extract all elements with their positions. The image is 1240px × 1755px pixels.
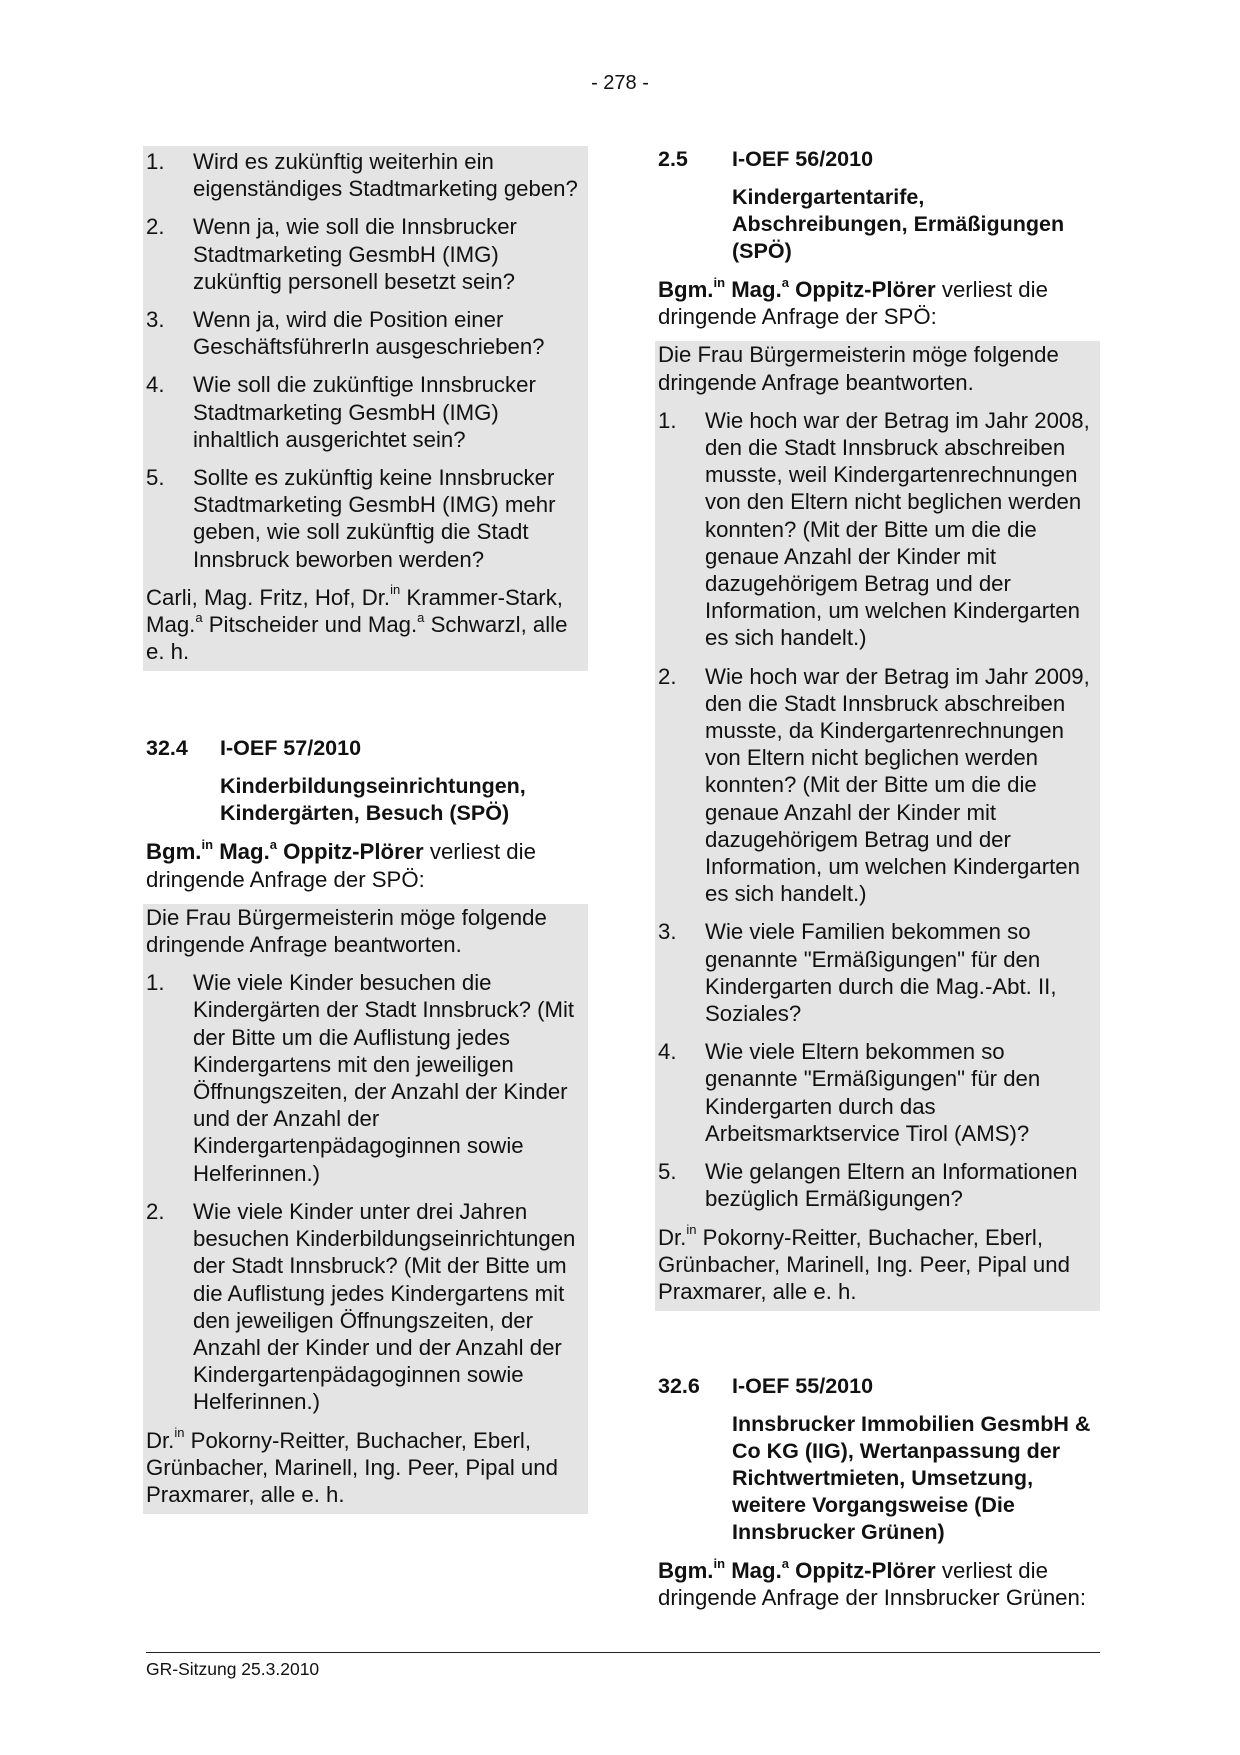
question-text: Wie viele Eltern bekommen so genannte "Ermäßigungen" für den Kindergarten durch das Arbeitsmarktservice Tirol (AMS)? — [705, 1039, 1041, 1146]
question-item — [658, 1038, 1096, 1147]
superscript: a — [269, 837, 277, 853]
question-list — [146, 969, 584, 1415]
page-number: - 278 - — [591, 72, 649, 94]
superscript: a — [195, 609, 203, 625]
signers-text: Dr. — [658, 1224, 687, 1250]
question-item — [146, 1198, 584, 1416]
section-title: Kindergartentarife, Abschreibungen, Ermäßigungen (SPÖ) — [732, 185, 1065, 263]
signers — [146, 584, 584, 670]
question-list — [658, 407, 1096, 1213]
question-text: Wie soll die zukünftige Innsbrucker Stadtmarketing GesmbH (IMG) inhaltlich ausgerichtet sein? — [193, 372, 536, 452]
question-text: Sollte es zukünftig keine Innsbrucker Stadtmarketing GesmbH (IMG) mehr geben, wie soll zukünftig die Stadt Innsbruck beworben werden? — [193, 465, 556, 572]
reader-title: Bgm. — [658, 1558, 714, 1584]
section-number: 32.6 — [658, 1374, 700, 1399]
signers-text: Krammer-Stark, Mag. — [146, 584, 563, 638]
reader-name: Oppitz-Plörer — [788, 277, 936, 302]
question-text: Wenn ja, wie soll die Innsbrucker Stadtmarketing GesmbH (IMG) zukünftig personell besetzt sein? — [193, 214, 517, 294]
section-number: 2.5 — [658, 147, 688, 171]
question-text: Wie hoch war der Betrag im Jahr 2008, den die Stadt Innsbruck abschreiben musste, weil Kindergartenrechnungen von den Eltern nicht beglichen werden konnten? (Mit der Bitte um die die genaue Anzahl der Kinder mit dazugehörigem Betrag und der Information, um welchen Kindergarten es sich handelt.) — [705, 407, 1090, 651]
signers-text: Pokorny-Reitter, Buchacher, Eberl, Grünbacher, Marinell, Ing. Peer, Pipal und Praxmarer, alle e. h. — [146, 1427, 558, 1507]
question-item — [658, 918, 1096, 1027]
question-text: Wie viele Kinder besuchen die Kindergärten der Stadt Innsbruck? (Mit der Bitte um die Auflistung jedes Kindergartens mit den jeweiligen Öffnungszeiten, der Anzahl der Kinder und der Anzahl der Kindergartenpädagoginnen sowie Helferinnen.) — [193, 970, 575, 1186]
question-item — [146, 371, 584, 453]
superscript: in — [174, 1425, 185, 1441]
section-code: I-OEF 57/2010 — [220, 736, 362, 761]
section-title: Kinderbildungseinrichtungen, Kindergärten, Besuch (SPÖ) — [220, 774, 526, 826]
question-item — [146, 148, 584, 202]
superscript: in — [686, 1222, 697, 1238]
signers-text: Dr. — [146, 1427, 175, 1453]
question-text: Wie viele Familien bekommen so genannte "Ermäßigungen" für den Kindergarten durch die Mag.-Abt. II, Soziales? — [705, 919, 1057, 1027]
section-heading — [658, 1373, 1100, 1546]
superscript: in — [201, 837, 214, 853]
reader-title: Bgm. — [146, 839, 202, 865]
reader-line — [658, 1557, 1100, 1611]
section-heading — [146, 735, 588, 827]
question-number: 2. — [146, 1198, 165, 1224]
question-item — [658, 1158, 1096, 1212]
right-column — [658, 146, 1100, 1612]
question-number: 4. — [146, 372, 165, 398]
signers-text: Pokorny-Reitter, Buchacher, Eberl, Grünbacher, Marinell, Ing. Peer, Pipal und Praxmarer, alle e. h. — [658, 1224, 1070, 1304]
footer-divider — [146, 1652, 1100, 1653]
superscript: in — [713, 274, 726, 290]
reader-line — [146, 838, 588, 892]
reader-line — [658, 276, 1100, 330]
question-item — [658, 407, 1096, 652]
shaded-block-section-324 — [143, 904, 588, 1514]
superscript: in — [390, 582, 401, 598]
signers — [146, 1427, 584, 1513]
section-code: I-OEF 56/2010 — [732, 147, 874, 171]
footer-text: GR-Sitzung 25.3.2010 — [146, 1659, 320, 1679]
question-number: 5. — [658, 1159, 677, 1185]
question-text: Wie viele Kinder unter drei Jahren besuchen Kinderbildungseinrichtungen der Stadt Innsbruck? (Mit der Bitte um die Auflistung jedes Kindergartens mit den jeweiligen Öffnungszeiten, der Anzahl der Kinder und der Anzahl der Kindergartenpädagoginnen sowie Helferinnen.) — [193, 1198, 576, 1415]
question-item — [146, 464, 584, 573]
question-number: 1. — [146, 970, 165, 996]
reader-text: verliest die dringende Anfrage der Innsbrucker Grünen: — [658, 1558, 1086, 1611]
reader-title: Mag. — [213, 839, 270, 865]
superscript: a — [417, 609, 425, 625]
section-title: Innsbrucker Immobilien GesmbH & Co KG (IIG), Wertanpassung der Richtwertmieten, Umsetzung, weitere Vorgangsweise (Die Innsbrucker Grünen) — [732, 1412, 1091, 1545]
question-text: Wie gelangen Eltern an Informationen bezüglich Ermäßigungen? — [705, 1159, 1078, 1212]
section-heading — [658, 146, 1100, 265]
superscript: a — [781, 274, 789, 290]
question-number: 5. — [146, 465, 165, 491]
question-number: 1. — [146, 149, 165, 174]
question-text: Wird es zukünftig weiterhin ein eigenständiges Stadtmarketing geben? — [193, 149, 578, 202]
question-item — [146, 213, 584, 295]
superscript: a — [781, 1555, 789, 1571]
shaded-block-questions-top — [143, 146, 588, 671]
reader-title: Mag. — [725, 1558, 782, 1584]
question-number: 4. — [658, 1039, 677, 1065]
question-number: 3. — [658, 919, 677, 945]
signers-text: Carli, Mag. Fritz, Hof, Dr. — [146, 584, 391, 610]
section-code: I-OEF 55/2010 — [732, 1374, 874, 1399]
question-text: Wenn ja, wird die Position einer GeschäftsführerIn ausgeschrieben? — [193, 307, 545, 360]
reader-text: verliest die dringende Anfrage der SPÖ: — [658, 277, 1048, 330]
shaded-block-section-25 — [655, 341, 1100, 1311]
signers — [658, 1224, 1096, 1310]
section-number: 32.4 — [146, 736, 188, 761]
reader-name: Oppitz-Plörer — [788, 1558, 936, 1584]
reader-title: Mag. — [725, 277, 782, 302]
question-item — [146, 969, 584, 1187]
question-list — [146, 148, 584, 573]
question-item — [146, 306, 584, 360]
question-item — [658, 663, 1096, 908]
question-number: 2. — [658, 663, 677, 689]
superscript: in — [713, 1555, 726, 1571]
intro-text: Die Frau Bürgermeisterin möge folgende dringende Anfrage beantworten. — [146, 904, 547, 958]
signers-text: Schwarzl, alle e. h. — [146, 612, 568, 665]
question-number: 1. — [658, 407, 677, 433]
question-number: 2. — [146, 214, 165, 240]
question-number: 3. — [146, 307, 165, 333]
reader-title: Bgm. — [658, 277, 714, 302]
reader-text: verliest die dringende Anfrage der SPÖ: — [146, 839, 536, 892]
intro-text: Die Frau Bürgermeisterin möge folgende dringende Anfrage beantworten. — [658, 342, 1059, 395]
signers-text: Pitscheider und Mag. — [202, 612, 418, 638]
reader-name: Oppitz-Plörer — [276, 839, 424, 865]
question-text: Wie hoch war der Betrag im Jahr 2009, den die Stadt Innsbruck abschreiben musste, da Kindergartenrechnungen von Eltern nicht beglichen werden konnten? (Mit der Bitte um die die genaue Anzahl der Kinder mit dazugehörigem Betrag und der Information, um welchen Kindergarten es sich handelt.) — [705, 663, 1090, 907]
left-column — [146, 146, 588, 1514]
